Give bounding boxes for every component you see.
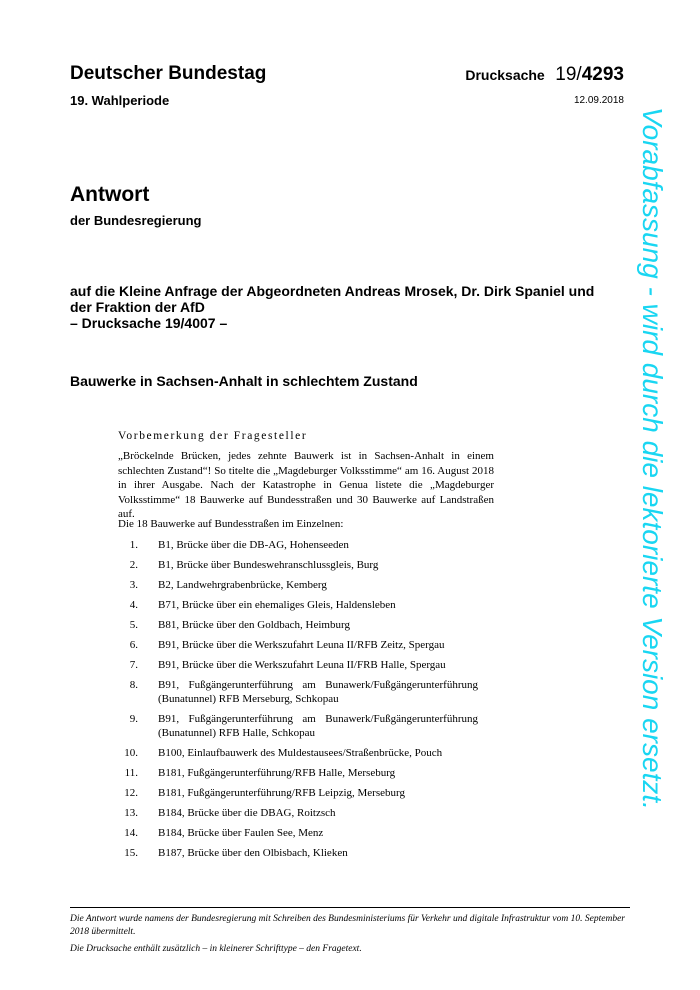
list-item-number: 10. (124, 747, 138, 759)
list-item-number: 13. (124, 807, 138, 819)
anfrage-line-2: der Fraktion der AfD (70, 299, 205, 315)
document-title: Antwort (70, 183, 150, 206)
draft-watermark: Vorabfassung - wird durch die lektorierte Version ersetzt. (637, 107, 668, 810)
drucksache-id (465, 64, 624, 86)
list-item (118, 638, 498, 652)
vorbemerkung-heading: Vorbemerkung der Fragesteller (118, 430, 308, 442)
list-item-number: 1. (129, 539, 138, 551)
list-item-text: B91, Brücke über die Werkszufahrt Leuna II/RFB Zeitz, Spergau (158, 639, 445, 651)
list-item-number: 3. (129, 579, 138, 591)
list-item-text: B184, Brücke über Faulen See, Menz (158, 827, 324, 839)
list-item (118, 538, 498, 552)
drucksache-number: 4293 (581, 64, 624, 85)
list-item-text: B181, Fußgängerunterführung/RFB Halle, Merseburg (158, 767, 396, 779)
list-item (118, 658, 498, 672)
list-item (118, 806, 498, 820)
list-item (118, 846, 498, 860)
list-item-text: B1, Brücke über die DB-AG, Hohenseeden (158, 539, 349, 551)
footer-divider (70, 907, 630, 908)
list-item-text: B184, Brücke über die DBAG, Roitzsch (158, 807, 336, 819)
list-item-text: B81, Brücke über den Goldbach, Heimburg (158, 619, 350, 631)
list-item-number: 12. (124, 787, 138, 799)
list-intro: Die 18 Bauwerke auf Bundesstraßen im Einzelnen: (118, 518, 344, 530)
list-item-text: B181, Fußgängerunterführung/RFB Leipzig, Merseburg (158, 787, 405, 799)
list-item-number: 8. (129, 679, 138, 691)
parliament-name: Deutscher Bundestag (70, 63, 267, 84)
anfrage-line-1: auf die Kleine Anfrage der Abgeordneten Andreas Mrosek, Dr. Dirk Spaniel und (70, 283, 595, 299)
list-item (118, 712, 498, 740)
list-item (118, 598, 498, 612)
list-item-number: 11. (124, 767, 138, 779)
list-item-text: B187, Brücke über den Olbisbach, Klieken (158, 847, 348, 859)
list-item-number: 2. (129, 559, 138, 571)
list-item (118, 766, 498, 780)
list-item-text: B91, Fußgängerunterführung am Bunawerk/Fußgängerunterführung (Bunatunnel) RFB Halle, Schkopau (158, 713, 478, 739)
list-item-number: 5. (129, 619, 138, 631)
list-item-number: 15. (124, 847, 138, 859)
drucksache-prefix: 19/ (555, 64, 582, 85)
list-item-text: B1, Brücke über Bundeswehranschlussgleis, Burg (158, 559, 379, 571)
list-item (118, 786, 498, 800)
list-item-text: B2, Landwehrgrabenbrücke, Kemberg (158, 579, 327, 591)
list-item (118, 746, 498, 760)
footnote-transmission: Die Antwort wurde namens der Bundesregierung mit Schreiben des Bundesministeriums für Verkehr und digitale Infrastruktur vom 10. September 2018 übermittelt. (70, 914, 625, 937)
list-item-text: B71, Brücke über ein ehemaliges Gleis, Haldensleben (158, 599, 396, 611)
document-subtitle: der Bundesregierung (70, 213, 202, 228)
list-item-number: 6. (129, 639, 138, 651)
list-item (118, 826, 498, 840)
list-item-number: 4. (129, 599, 138, 611)
list-item-text: B91, Fußgängerunterführung am Bunawerk/Fußgängerunterführung (Bunatunnel) RFB Merseburg, Schkopau (158, 679, 478, 705)
list-item-text: B100, Einlaufbauwerk des Muldestausees/Straßenbrücke, Pouch (158, 747, 443, 759)
list-item-text: B91, Brücke über die Werkszufahrt Leuna II/FRB Halle, Spergau (158, 659, 446, 671)
topic-heading: Bauwerke in Sachsen-Anhalt in schlechtem Zustand (70, 373, 418, 389)
drucksache-label: Drucksache (465, 67, 545, 83)
anfrage-line-3: – Drucksache 19/4007 – (70, 315, 228, 331)
list-item-number: 9. (129, 713, 138, 725)
list-item (118, 578, 498, 592)
list-item-number: 7. (129, 659, 138, 671)
list-item-number: 14. (124, 827, 138, 839)
vorbemerkung-text: „Bröckelnde Brücken, jedes zehnte Bauwerk ist in Sachsen-Anhalt in einem schlechten Zustand“! So titelte die „Magdeburger Volksstimme“ am 16. August 2018 in ihrer Ausgabe. Nach der Katastrophe in Genua listete die „Magdeburger Volksstimme“ 18 Bauwerke auf Bundesstraßen und 30 Bauwerke auf Landstraßen auf. (118, 450, 494, 520)
list-item (118, 678, 498, 706)
wahlperiode: 19. Wahlperiode (70, 93, 170, 108)
anfrage-reference (70, 283, 630, 331)
list-item (118, 558, 498, 572)
list-item (118, 618, 498, 632)
footnote-fragetext: Die Drucksache enthält zusätzlich – in kleinerer Schrifttype – den Fragetext. (70, 944, 362, 954)
bauwerke-list (118, 538, 498, 860)
document-date: 12.09.2018 (573, 95, 624, 106)
